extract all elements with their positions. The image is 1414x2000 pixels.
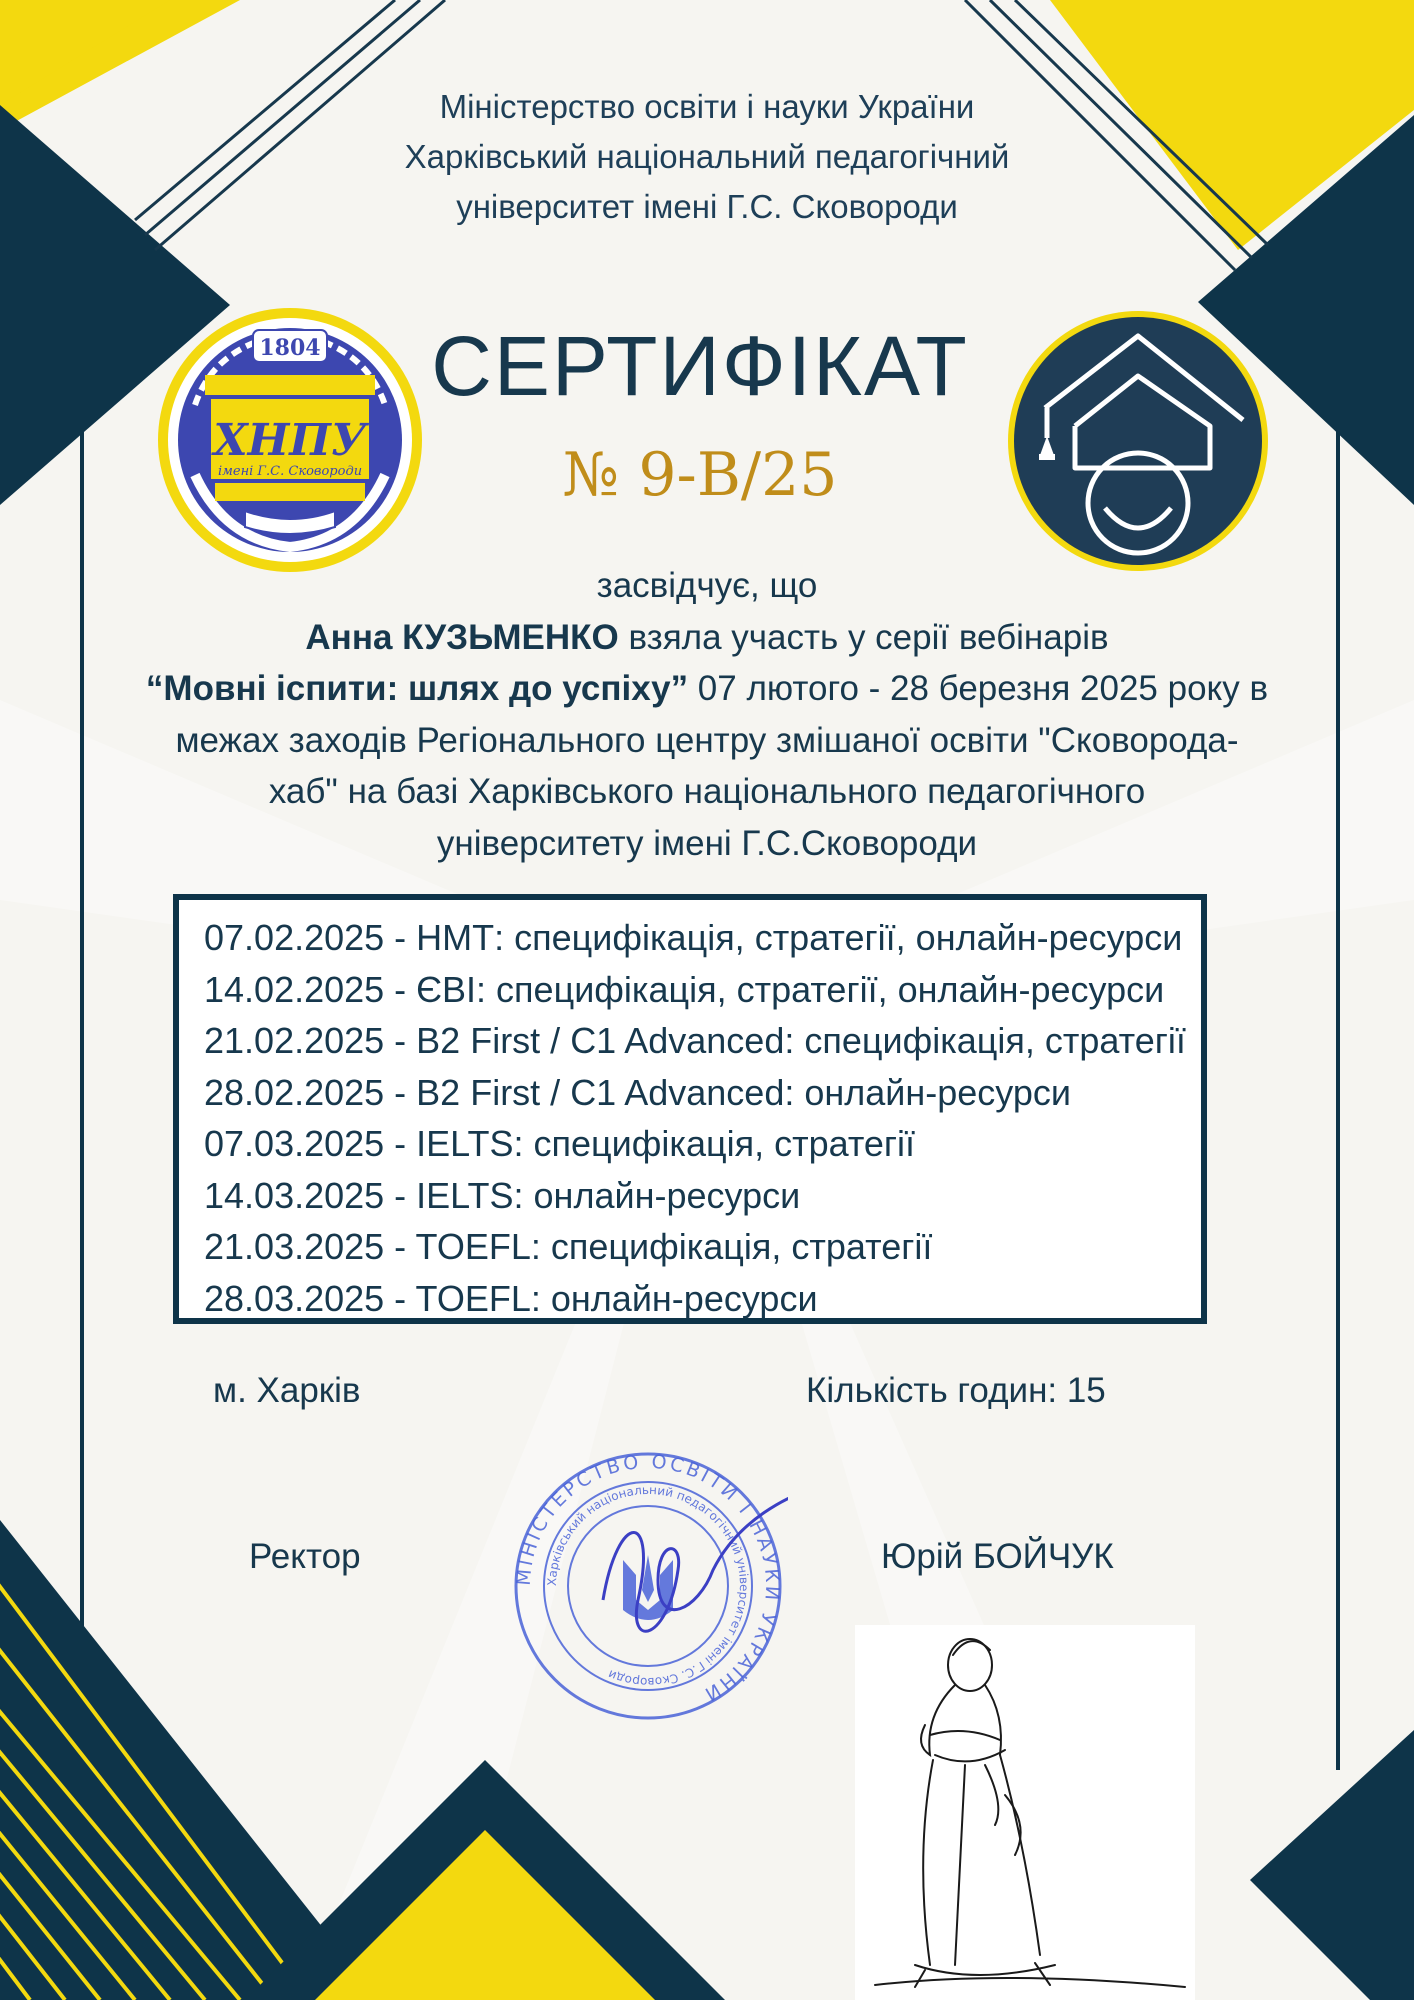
- body-line-5: хаб" на базі Харківського національного педагогічного: [268, 772, 1146, 811]
- rector-name: Юрій БОЙЧУК: [881, 1537, 1114, 1576]
- schedule-item: 21.03.2025 - TOEFL: специфікація, стратегії: [204, 1226, 933, 1267]
- schedule-item: 21.02.2025 - B2 First / C1 Advanced: специфікація, стратегії: [204, 1020, 1186, 1061]
- webinar-schedule: [173, 894, 1207, 1324]
- header-line-1: Міністерство освіти і науки України: [439, 88, 975, 125]
- participation-text: взяла участь у серії вебінарів: [618, 617, 1109, 657]
- schedule-item: 14.02.2025 - ЄВІ: специфікація, стратегії, онлайн-ресурси: [204, 968, 1165, 1010]
- hours-count: Кількість годин: 15: [806, 1371, 1106, 1410]
- certificate-body: [100, 560, 1314, 869]
- recipient-name: Анна КУЗЬМЕНКО: [305, 617, 619, 657]
- logo-abbreviation: ХНПУ: [213, 415, 367, 466]
- hub-logo-icon: [1005, 308, 1271, 574]
- intro-text: засвідчує, що: [596, 566, 818, 605]
- schedule-item: 14.03.2025 - IELTS: онлайн-ресурси: [204, 1174, 801, 1216]
- stamp-inner-text: Харківський національний педагогічний університет імені Г.С. Сковороди: [544, 1482, 752, 1690]
- certificate-number: № 9-В/25: [562, 440, 838, 510]
- stamp-outer-text: МІНІСТЕРСТВО ОСВІТИ І НАУКИ УКРАЇНИ: [512, 1450, 784, 1707]
- rector-label: Ректор: [249, 1537, 361, 1576]
- logo-year: 1804: [259, 335, 321, 361]
- schedule-item: 07.03.2025 - IELTS: специфікація, стратегії: [204, 1123, 916, 1164]
- header-line-3: університет імені Г.С. Сковороди: [456, 188, 958, 225]
- body-line-4: межах заходів Регіонального центру змішаної освіти "Сковорода-: [175, 720, 1239, 760]
- header-line-2: Харківський національний педагогічний: [404, 138, 1010, 175]
- logo-subtitle: імені Г.С. Сковороди: [217, 464, 363, 479]
- city-label: м. Харків: [213, 1371, 361, 1410]
- skovoroda-sketch: [855, 1625, 1195, 2000]
- schedule-item: 28.02.2025 - B2 First / C1 Advanced: онлайн-ресурси: [204, 1071, 1072, 1113]
- schedule-item: 07.02.2025 - НМТ: специфікація, стратегії, онлайн-ресурси: [204, 917, 1183, 958]
- body-line-6: університету імені Г.С.Сковороди: [436, 823, 978, 863]
- certificate-title: СЕРТИФІКАТ: [431, 319, 969, 413]
- schedule-item: 28.03.2025 - TOEFL: онлайн-ресурси: [204, 1277, 818, 1319]
- official-stamp: [508, 1450, 788, 1722]
- ministry-header: [200, 82, 1214, 232]
- recipient-line: [100, 612, 1314, 664]
- series-dates: 07 лютого - 28 березня 2025 року в: [688, 669, 1269, 708]
- series-line: [100, 663, 1314, 715]
- series-title: “Мовні іспити: шлях до успіху”: [145, 669, 689, 708]
- university-logo: [155, 305, 425, 575]
